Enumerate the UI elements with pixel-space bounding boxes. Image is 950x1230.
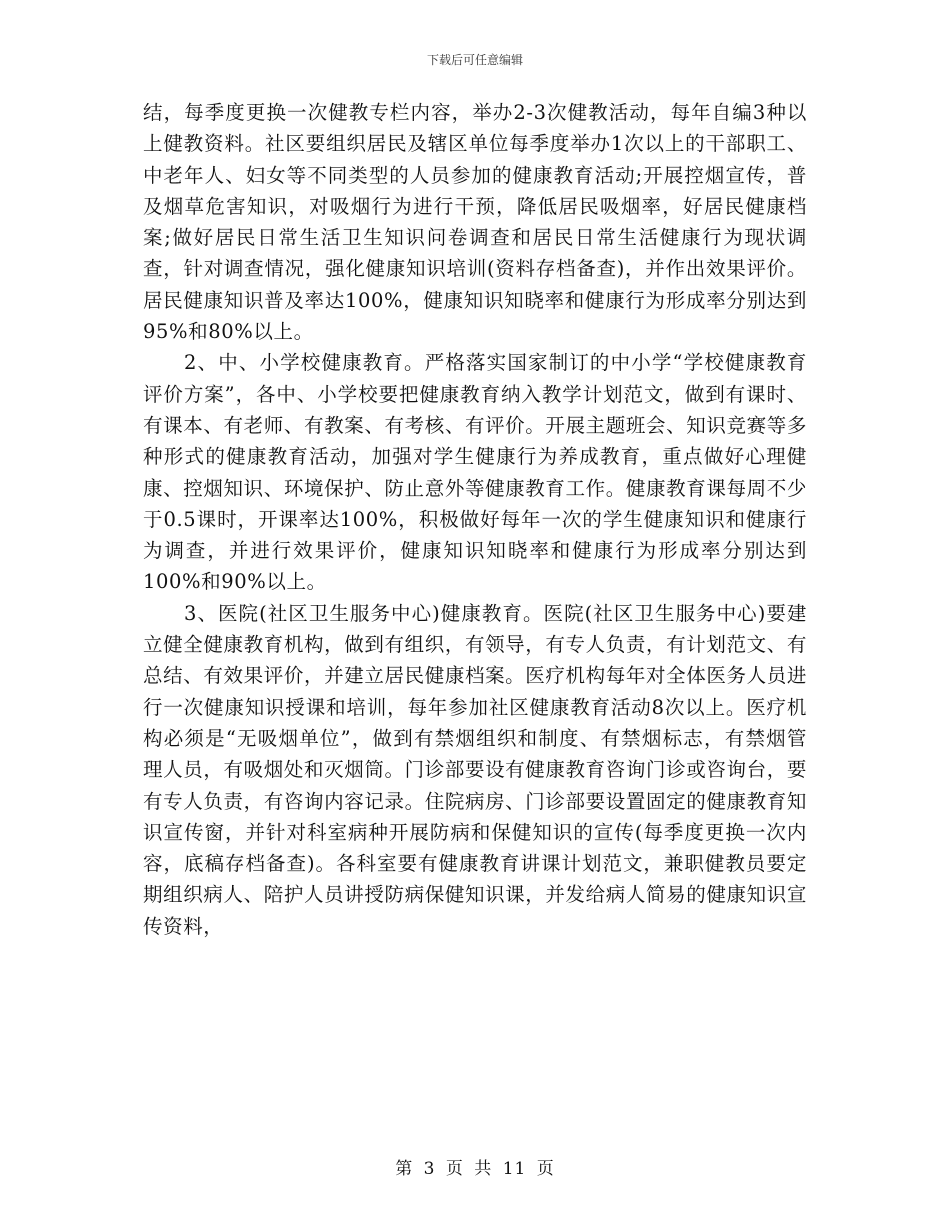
document-body — [143, 97, 807, 942]
paragraph-school-health-education: 2、中、小学校健康教育。严格落实国家制订的中小学“学校健康教育评价方案”，各中、小学校要把健康教育纳入教学计划范文，做到有课时、有课本、有老师、有教案、有考核、有评价。开展主题班会、知识竞赛等多种形式的健康教育活动，加强对学生健康行为养成教育，重点做好心理健康、控烟知识、环境保护、防止意外等健康教育工作。健康教育课每周不少于0.5课时，开课率达100%，积极做好每年一次的学生健康知识和健康行为调查，并进行效果评价，健康知识知晓率和健康行为形成率分别达到100%和90%以上。 — [143, 351, 807, 594]
page-number-footer: 第 3 页 共 11 页 — [395, 1159, 555, 1179]
paragraph-hospital-health-education: 3、医院(社区卫生服务中心)健康教育。医院(社区卫生服务中心)要建立健全健康教育机构，做到有组织，有领导，有专人负责，有计划范文、有总结、有效果评价，并建立居民健康档案。医疗机构每年对全体医务人员进行一次健康知识授课和培训，每年参加社区健康教育活动8次以上。医疗机构必须是“无吸烟单位”，做到有禁烟组织和制度、有禁烟标志，有禁烟管理人员，有吸烟处和灭烟筒。门诊部要设有健康教育咨询门诊或咨询台，要有专人负责，有咨询内容记录。住院病房、门诊部要设置固定的健康教育知识宣传窗，并针对科室病种开展防病和保健知识的宣传(每季度更换一次内容，底稿存档备查)。各科室要有健康教育讲课计划范文，兼职健教员要定期组织病人、陪护人员讲授防病保健知识课，并发给病人简易的健康知识宣传资料， — [143, 601, 807, 938]
page-header-note: 下载后可任意编辑 — [426, 53, 523, 67]
paragraph-community-continued: 结，每季度更换一次健教专栏内容，举办2-3次健教活动，每年自编3种以上健教资料。社区要组织居民及辖区单位每季度举办1次以上的干部职工、中老年人、妇女等不同类型的人员参加的健康教育活动;开展控烟宣传，普及烟草危害知识，对吸烟行为进行干预，降低居民吸烟率，好居民健康档案;做好居民日常生活卫生知识问卷调查和居民日常生活健康行为现状调查，针对调查情况，强化健康知识培训(资料存档备查)，并作出效果评价。居民健康知识普及率达100%，健康知识知晓率和健康行为形成率分别达到95%和80%以上。 — [143, 101, 807, 344]
